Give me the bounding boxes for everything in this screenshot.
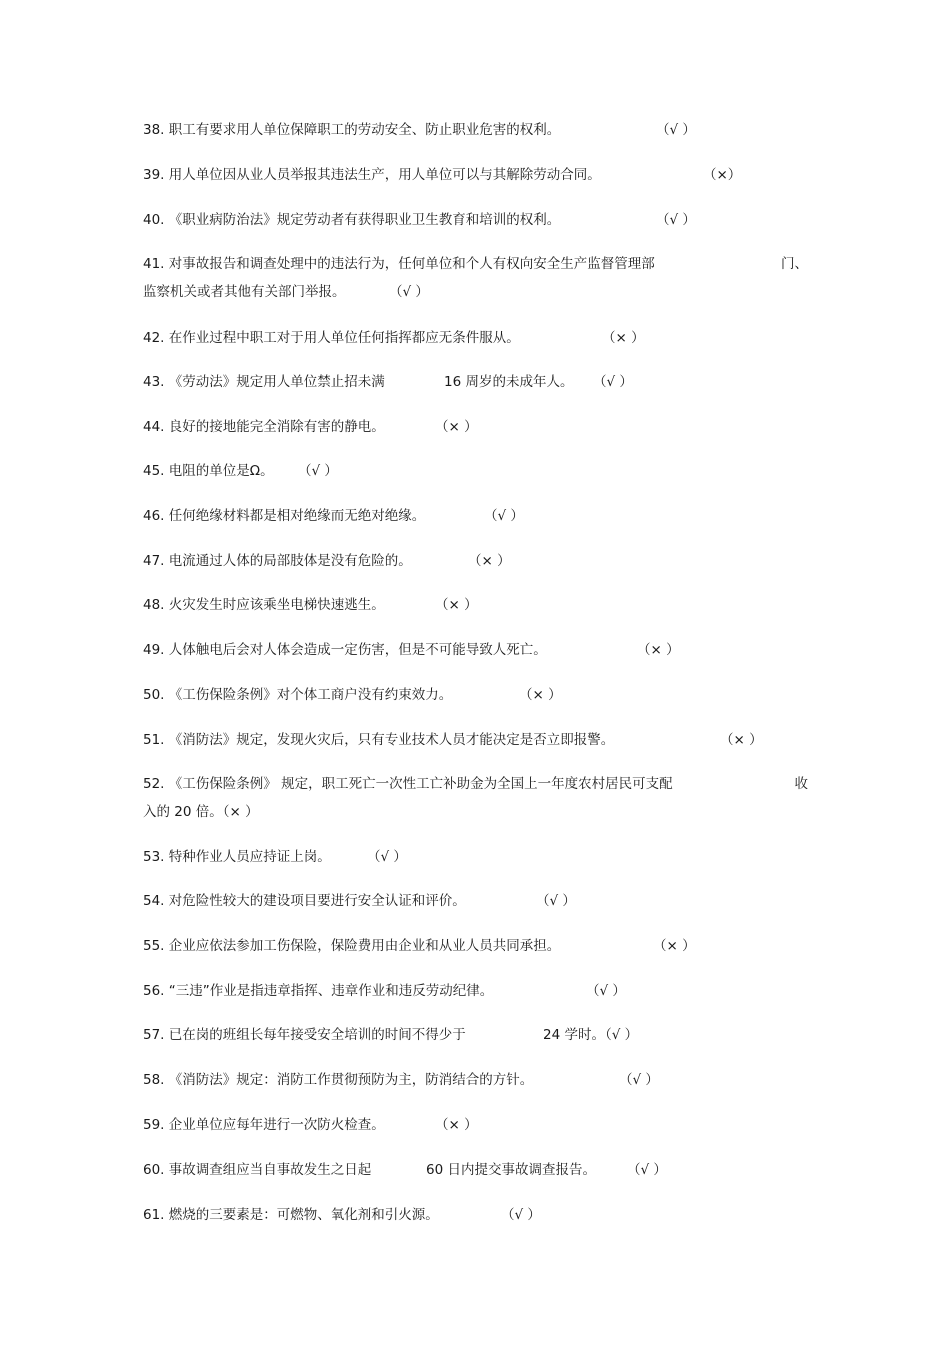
question-text: 火灾发生时应该乘坐电梯快速逃生。 <box>168 597 385 613</box>
question-50 <box>143 681 808 709</box>
question-text: 《职业病防治法》规定劳动者有获得职业卫生教育和培训的权利。 <box>168 212 561 228</box>
answer-mark: （√ ） <box>536 893 576 909</box>
answer-mark: （√ ） <box>593 374 633 390</box>
answer-mark: （×） <box>703 167 742 183</box>
question-text-line2: 监察机关或者其他有关部门举报。 <box>143 284 346 300</box>
question-text: 电阻的单位是Ω。 <box>168 463 274 479</box>
question-text: 《劳动法》规定用人单位禁止招未满 <box>168 374 385 390</box>
answer-mark: （× ） <box>653 938 696 954</box>
question-40 <box>143 206 808 234</box>
question-number: 39. <box>143 167 165 183</box>
answer-mark: （√ ） <box>389 284 429 300</box>
question-text: 人体触电后会对人体会造成一定伤害，但是不可能导致人死亡。 <box>168 642 547 658</box>
question-59 <box>143 1111 808 1139</box>
question-text-continued: 60 日内提交事故调查报告。 <box>426 1162 596 1178</box>
question-text: 在作业过程中职工对于用人单位任何指挥都应无条件服从。 <box>168 330 520 346</box>
answer-mark: （× ） <box>720 732 763 748</box>
question-46 <box>143 502 808 530</box>
question-53 <box>143 843 808 871</box>
question-text: “三违”作业是指违章指挥、违章作业和违反劳动纪律。 <box>168 983 494 999</box>
question-55 <box>143 932 808 960</box>
answer-mark: （√ ） <box>656 122 696 138</box>
question-number: 53. <box>143 849 165 865</box>
question-41 <box>143 250 808 300</box>
question-text: 企业应依法参加工伤保险，保险费用由企业和从业人员共同承担。 <box>168 938 561 954</box>
question-text: 事故调查组应当自事故发生之日起 <box>168 1162 372 1178</box>
question-text: 《消防法》规定：消防工作贯彻预防为主，防消结合的方针。 <box>168 1072 534 1088</box>
question-56 <box>143 977 808 1005</box>
question-number: 41. <box>143 256 165 272</box>
question-number: 58. <box>143 1072 165 1088</box>
answer-mark: （√ ） <box>619 1072 659 1088</box>
question-number: 48. <box>143 597 165 613</box>
answer-mark: （√ ） <box>627 1162 667 1178</box>
answer-mark: （× ） <box>637 642 680 658</box>
question-number: 43. <box>143 374 165 390</box>
question-39 <box>143 161 808 189</box>
question-number: 52. <box>143 776 165 792</box>
answer-mark: （× ） <box>468 553 511 569</box>
question-text: 对事故报告和调查处理中的违法行为，任何单位和个人有权向安全生产监督管理部 <box>168 256 655 272</box>
question-57 <box>143 1021 808 1049</box>
question-text: 任何绝缘材料都是相对绝缘而无绝对绝缘。 <box>168 508 426 524</box>
answer-mark: （× ） <box>435 1117 478 1133</box>
answer-mark: （√ ） <box>484 508 524 524</box>
question-text: 对危险性较大的建设项目要进行安全认证和评价。 <box>168 893 466 909</box>
question-text-continued: 24 学时。（√ ） <box>543 1027 639 1043</box>
question-text: 企业单位应每年进行一次防火检查。 <box>168 1117 385 1133</box>
answer-mark: （× ） <box>435 419 478 435</box>
question-number: 42. <box>143 330 165 346</box>
question-number: 38. <box>143 122 165 138</box>
question-number: 45. <box>143 463 165 479</box>
question-text: 《工伤保险条例》对个体工商户没有约束效力。 <box>168 687 453 703</box>
question-number: 40. <box>143 212 165 228</box>
question-text-tail: 收 <box>794 776 808 792</box>
question-text: 已在岗的班组长每年接受安全培训的时间不得少于 <box>168 1027 466 1043</box>
question-48 <box>143 591 808 619</box>
question-text: 《消防法》规定，发现火灾后，只有专业技术人员才能决定是否立即报警。 <box>168 732 615 748</box>
question-number: 50. <box>143 687 165 703</box>
question-number: 56. <box>143 983 165 999</box>
question-51 <box>143 726 808 754</box>
answer-mark: （× ） <box>435 597 478 613</box>
answer-mark: （× ） <box>519 687 562 703</box>
question-54 <box>143 887 808 915</box>
question-text-continued: 16 周岁的未成年人。 <box>444 374 574 390</box>
question-number: 47. <box>143 553 165 569</box>
question-text: 燃烧的三要素是：可燃物、氧化剂和引火源。 <box>168 1207 439 1223</box>
question-number: 54. <box>143 893 165 909</box>
question-43 <box>143 368 808 396</box>
question-47 <box>143 547 808 575</box>
question-58 <box>143 1066 808 1094</box>
question-52 <box>143 770 808 820</box>
question-61 <box>143 1201 808 1229</box>
question-number: 59. <box>143 1117 165 1133</box>
answer-mark: （√ ） <box>501 1207 541 1223</box>
question-number: 49. <box>143 642 165 658</box>
question-44 <box>143 413 808 441</box>
question-number: 60. <box>143 1162 165 1178</box>
question-text-line2: 入的 20 倍。（× ） <box>143 804 259 820</box>
question-number: 61. <box>143 1207 165 1223</box>
question-text: 电流通过人体的局部肢体是没有危险的。 <box>168 553 412 569</box>
question-60 <box>143 1156 808 1184</box>
answer-mark: （√ ） <box>586 983 626 999</box>
question-text-tail: 门、 <box>781 256 808 272</box>
question-number: 46. <box>143 508 165 524</box>
answer-mark: （× ） <box>602 330 645 346</box>
question-text: 良好的接地能完全消除有害的静电。 <box>168 419 385 435</box>
question-text: 职工有要求用人单位保障职工的劳动安全、防止职业危害的权利。 <box>168 122 561 138</box>
question-49 <box>143 636 808 664</box>
question-text: 用人单位因从业人员举报其违法生产，用人单位可以与其解除劳动合同。 <box>168 167 601 183</box>
question-45 <box>143 457 808 485</box>
question-number: 51. <box>143 732 165 748</box>
question-number: 57. <box>143 1027 165 1043</box>
question-text: 《工伤保险条例》 规定，职工死亡一次性工亡补助金为全国上一年度农村居民可支配 <box>168 776 673 792</box>
answer-mark: （√ ） <box>656 212 696 228</box>
question-38 <box>143 116 808 144</box>
question-42 <box>143 324 808 352</box>
answer-mark: （√ ） <box>367 849 407 865</box>
question-text: 特种作业人员应持证上岗。 <box>168 849 331 865</box>
answer-mark: （√ ） <box>298 463 338 479</box>
question-number: 44. <box>143 419 165 435</box>
question-number: 55. <box>143 938 165 954</box>
